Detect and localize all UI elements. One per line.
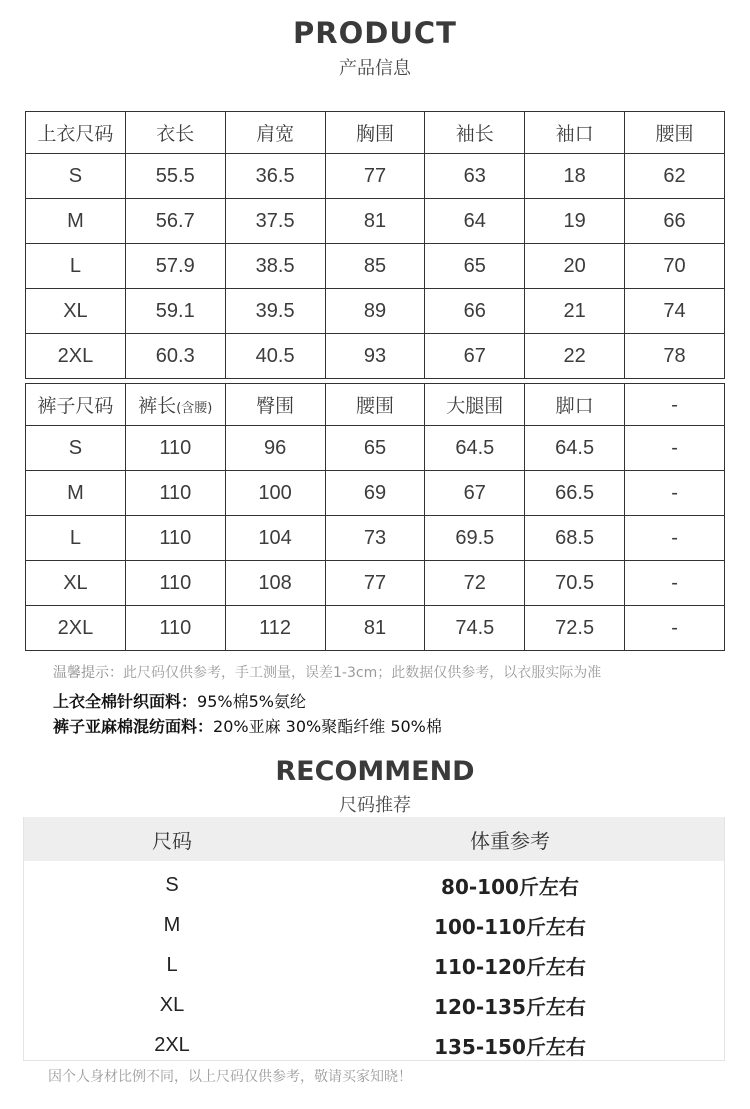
table-cell: 81 [325,606,425,651]
table-row [24,905,724,945]
table-row [26,199,725,244]
table-row [26,334,725,379]
table-row [24,1025,724,1065]
table-cell: S [26,154,126,199]
table-cell: 104 [225,516,325,561]
header-cell: 臀围 [225,384,325,426]
header-cell: 脚口 [525,384,625,426]
table-cell: 20 [525,244,625,289]
table-cell: 2XL [26,606,126,651]
table-cell: 55.5 [125,154,225,199]
table-row [26,606,725,651]
fabric-pants-label: 裤子亚麻棉混纺面料： [53,717,214,736]
table-cell: 64.5 [425,426,525,471]
fabric-top-label: 上衣全棉针织面料： [53,692,198,711]
header-cell [125,384,225,426]
fabric-pants-value: 20%亚麻 30%聚酯纤维 50%棉 [213,717,442,736]
table-cell: 89 [325,289,425,334]
table-cell: XL [159,993,185,1016]
table-cell: 64.5 [525,426,625,471]
table-cell: 85 [325,244,425,289]
table-cell: 36.5 [225,154,325,199]
table-cell: 78 [625,334,725,379]
table-cell: 68.5 [525,516,625,561]
table-cell: XL [26,561,126,606]
product-title: PRODUCT [293,16,457,50]
table-cell: 74.5 [425,606,525,651]
table-cell: 81 [325,199,425,244]
table-cell: 110 [125,516,225,561]
header-label: 裤长 [138,395,177,417]
table-cell: M [26,471,126,516]
table-cell: 19 [525,199,625,244]
table-cell: 65 [425,244,525,289]
table-cell: 110-120斤左右 [434,954,586,979]
recommend-header-weight: 体重参考 [470,828,550,853]
table-cell: 39.5 [225,289,325,334]
table-cell: 108 [225,561,325,606]
table-row [26,516,725,561]
table-cell: 72.5 [525,606,625,651]
fabric-top-note [53,689,306,712]
table-cell: 110 [125,561,225,606]
table-cell: 40.5 [225,334,325,379]
table-cell: 80-100斤左右 [441,874,579,899]
table-row [24,985,724,1025]
table-cell: 70.5 [525,561,625,606]
table-cell: 21 [525,289,625,334]
table-cell: XL [26,289,126,334]
header-cell: 肩宽 [225,112,325,154]
header-cell: 袖口 [525,112,625,154]
table-cell: 69 [325,471,425,516]
table-cell: 135-150斤左右 [434,1034,586,1059]
table-cell: 66 [625,199,725,244]
pants-size-table [25,383,725,651]
table-cell: L [26,244,126,289]
table-cell: 67 [425,471,525,516]
table-cell: 65 [325,426,425,471]
recommend-header-row [24,817,724,861]
table-cell: M [26,199,126,244]
table-row [26,426,725,471]
table-cell: 112 [225,606,325,651]
header-note: (含腰) [176,401,213,416]
header-cell: 大腿围 [425,384,525,426]
recommend-table [23,817,725,1061]
product-subtitle: 产品信息 [339,58,411,79]
fabric-pants-note [53,714,442,737]
header-cell: 裤子尺码 [26,384,126,426]
table-cell: - [625,516,725,561]
table-cell: 57.9 [125,244,225,289]
top-size-table [25,111,725,379]
table-cell: 63 [425,154,525,199]
table-row [24,945,724,985]
header-cell: 腰围 [325,384,425,426]
table-cell: 69.5 [425,516,525,561]
table-cell: - [625,606,725,651]
table-cell: 62 [625,154,725,199]
table-cell: 100-110斤左右 [434,914,586,939]
table-cell: 77 [325,561,425,606]
table-cell: - [625,561,725,606]
table-row [26,289,725,334]
table-cell: 22 [525,334,625,379]
table-row [26,561,725,606]
header-cell: 衣长 [125,112,225,154]
table-cell: 72 [425,561,525,606]
recommend-title: RECOMMEND [275,756,475,787]
top-table-header-row [26,112,725,154]
header-cell: 袖长 [425,112,525,154]
table-cell: 18 [525,154,625,199]
header-cell: 腰围 [625,112,725,154]
table-row [26,244,725,289]
table-cell: 2XL [26,334,126,379]
table-cell: - [625,426,725,471]
table-cell: 66.5 [525,471,625,516]
table-cell: 59.1 [125,289,225,334]
table-cell: 2XL [154,1033,190,1056]
tip-label: 温馨提示： [53,665,123,681]
table-cell: 77 [325,154,425,199]
table-cell: M [163,913,181,936]
table-cell: 60.3 [125,334,225,379]
table-cell: 93 [325,334,425,379]
table-cell: 110 [125,471,225,516]
header-cell: - [625,384,725,426]
table-cell: 74 [625,289,725,334]
pants-table-header-row [26,384,725,426]
table-cell: 56.7 [125,199,225,244]
table-cell: 73 [325,516,425,561]
fabric-top-value: 95%棉5%氨纶 [197,692,306,711]
table-row [26,154,725,199]
table-cell: 110 [125,606,225,651]
table-cell: S [165,873,179,896]
tip-note [53,662,601,682]
table-cell: 38.5 [225,244,325,289]
table-cell: S [26,426,126,471]
table-row [24,865,724,905]
recommend-subtitle: 尺码推荐 [339,795,411,816]
tip-text: 此尺码仅供参考，手工测量，误差1-3cm；此数据仅供参考，以衣服实际为准 [123,665,602,681]
table-cell: 110 [125,426,225,471]
table-cell: - [625,471,725,516]
table-cell: 70 [625,244,725,289]
table-cell: 37.5 [225,199,325,244]
recommend-header-size: 尺码 [152,828,192,853]
table-cell: 96 [225,426,325,471]
table-row [26,471,725,516]
table-cell: 67 [425,334,525,379]
table-cell: L [166,953,178,976]
table-cell: L [26,516,126,561]
table-cell: 64 [425,199,525,244]
table-cell: 100 [225,471,325,516]
footer-note: 因个人身材比例不同，以上尺码仅供参考，敬请买家知晓！ [48,1069,412,1085]
table-cell: 66 [425,289,525,334]
table-cell: 120-135斤左右 [434,994,586,1019]
header-cell: 胸围 [325,112,425,154]
header-cell: 上衣尺码 [26,112,126,154]
